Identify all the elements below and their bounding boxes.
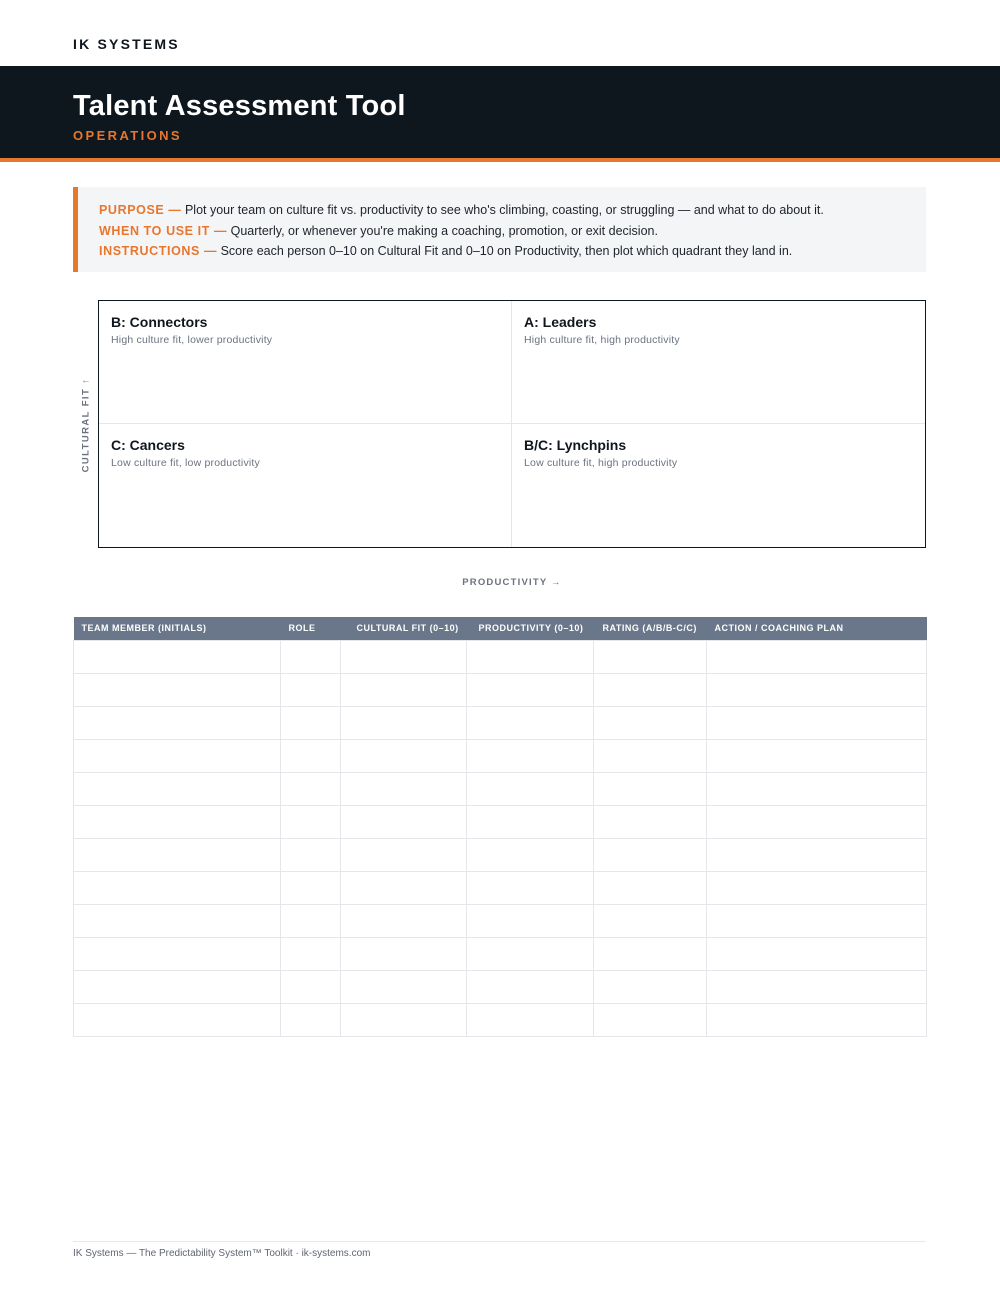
info-box (73, 187, 926, 272)
table-cell[interactable] (341, 673, 467, 706)
quadrant-name: B: Connectors (111, 314, 208, 330)
table-cell[interactable] (281, 937, 341, 970)
footer-text: IK Systems — The Predictability System™ Toolkit · ik-systems.com (73, 1248, 371, 1259)
table-row (74, 739, 927, 772)
table-cell[interactable] (594, 739, 707, 772)
table-cell[interactable] (467, 838, 594, 871)
when-line (99, 221, 926, 242)
table-cell[interactable] (281, 772, 341, 805)
table-cell[interactable] (74, 904, 281, 937)
table-cell[interactable] (707, 970, 927, 1003)
table-cell[interactable] (281, 871, 341, 904)
table-row (74, 871, 927, 904)
quadrant-description: Low culture fit, low productivity (111, 457, 260, 469)
page-title: Talent Assessment Tool (73, 90, 406, 122)
table-cell[interactable] (594, 871, 707, 904)
table-row (74, 706, 927, 739)
table-cell[interactable] (281, 673, 341, 706)
table-cell[interactable] (467, 673, 594, 706)
table-cell[interactable] (341, 1003, 467, 1036)
table-cell[interactable] (594, 640, 707, 673)
table-cell[interactable] (341, 970, 467, 1003)
table-cell[interactable] (467, 640, 594, 673)
table-cell[interactable] (341, 772, 467, 805)
table-cell[interactable] (74, 805, 281, 838)
table-row (74, 640, 927, 673)
column-header-team-member: TEAM MEMBER (INITIALS) (74, 617, 281, 640)
table-header-row (74, 617, 927, 640)
instructions-line (99, 241, 926, 262)
table-cell[interactable] (707, 805, 927, 838)
table-cell[interactable] (341, 904, 467, 937)
column-header-rating: RATING (A/B/B-C/C) (594, 617, 707, 640)
quadrant-name: A: Leaders (524, 314, 597, 330)
table-cell[interactable] (594, 1003, 707, 1036)
brand-name: IK SYSTEMS (73, 36, 180, 52)
table-cell[interactable] (281, 739, 341, 772)
quadrant-connectors[interactable] (99, 301, 512, 424)
table-cell[interactable] (467, 1003, 594, 1036)
table-row (74, 970, 927, 1003)
quadrant-name: B/C: Lynchpins (524, 437, 627, 453)
table-cell[interactable] (707, 772, 927, 805)
table-cell[interactable] (281, 970, 341, 1003)
table-cell[interactable] (341, 871, 467, 904)
table-cell[interactable] (281, 640, 341, 673)
table-cell[interactable] (341, 937, 467, 970)
talent-matrix (98, 300, 926, 548)
quadrant-leaders[interactable] (512, 301, 925, 424)
table-cell[interactable] (594, 805, 707, 838)
table-cell[interactable] (281, 1003, 341, 1036)
table-cell[interactable] (74, 871, 281, 904)
table-cell[interactable] (74, 706, 281, 739)
table-row (74, 838, 927, 871)
table-cell[interactable] (281, 805, 341, 838)
table-cell[interactable] (281, 838, 341, 871)
page-subtitle: OPERATIONS (73, 128, 182, 143)
table-cell[interactable] (467, 871, 594, 904)
table-cell[interactable] (707, 706, 927, 739)
table-cell[interactable] (707, 937, 927, 970)
table-cell[interactable] (74, 673, 281, 706)
purpose-line (99, 200, 926, 221)
table-cell[interactable] (467, 739, 594, 772)
purpose-label: PURPOSE — (99, 203, 182, 217)
table-cell[interactable] (467, 706, 594, 739)
table-cell[interactable] (707, 739, 927, 772)
when-text: Quarterly, or whenever you're making a coaching, promotion, or exit decision. (227, 223, 658, 238)
table-cell[interactable] (341, 706, 467, 739)
table-cell[interactable] (467, 805, 594, 838)
table-row (74, 805, 927, 838)
quadrant-name: C: Cancers (111, 437, 185, 453)
table-cell[interactable] (707, 640, 927, 673)
table-cell[interactable] (74, 772, 281, 805)
table-cell[interactable] (74, 970, 281, 1003)
table-row (74, 673, 927, 706)
when-label: WHEN TO USE IT — (99, 223, 228, 238)
instructions-label: INSTRUCTIONS — (99, 244, 218, 258)
table-cell[interactable] (74, 1003, 281, 1036)
table-cell[interactable] (341, 739, 467, 772)
table-cell[interactable] (707, 871, 927, 904)
table-cell[interactable] (74, 838, 281, 871)
table-cell[interactable] (594, 937, 707, 970)
table-cell[interactable] (594, 838, 707, 871)
quadrant-description: High culture fit, lower productivity (111, 334, 273, 346)
quadrant-lynchpins[interactable] (512, 424, 925, 547)
table-row (74, 937, 927, 970)
instructions-text: Score each person 0–10 on Cultural Fit and 0–10 on Productivity, then plot which quadrant they land in. (217, 244, 793, 258)
table-cell[interactable] (594, 970, 707, 1003)
table-cell[interactable] (594, 904, 707, 937)
quadrant-cancers[interactable] (99, 424, 512, 547)
column-header-cultural-fit: CULTURAL FIT (0–10) (341, 617, 467, 640)
table-cell[interactable] (467, 904, 594, 937)
column-header-role: ROLE (281, 617, 341, 640)
quadrant-description: High culture fit, high productivity (524, 334, 680, 346)
table-cell[interactable] (74, 640, 281, 673)
table-row (74, 904, 927, 937)
x-axis-label: PRODUCTIVITY → (462, 577, 562, 588)
table-cell[interactable] (341, 640, 467, 673)
table-cell[interactable] (707, 1003, 927, 1036)
table-cell[interactable] (467, 772, 594, 805)
table-cell[interactable] (594, 706, 707, 739)
table-cell[interactable] (707, 673, 927, 706)
table-row (74, 772, 927, 805)
table-cell[interactable] (467, 970, 594, 1003)
table-cell[interactable] (467, 937, 594, 970)
table-cell[interactable] (74, 739, 281, 772)
table-body (74, 640, 927, 1036)
y-axis-label: CULTURAL FIT ↑ (80, 377, 92, 473)
footer-divider (73, 1241, 926, 1242)
purpose-text: Plot your team on culture fit vs. productivity to see who's climbing, coasting, or struggling — and what to do about it. (181, 203, 824, 217)
header-banner (0, 66, 1000, 162)
table-cell[interactable] (707, 838, 927, 871)
table-cell[interactable] (594, 673, 707, 706)
column-header-productivity: PRODUCTIVITY (0–10) (467, 617, 594, 640)
table-cell[interactable] (594, 772, 707, 805)
table-cell[interactable] (281, 904, 341, 937)
table-cell[interactable] (74, 937, 281, 970)
assessment-table (73, 617, 927, 1037)
table-cell[interactable] (707, 904, 927, 937)
column-header-action-plan: ACTION / COACHING PLAN (707, 617, 927, 640)
quadrant-description: Low culture fit, high productivity (524, 457, 678, 469)
table-cell[interactable] (341, 805, 467, 838)
table-cell[interactable] (341, 838, 467, 871)
table-cell[interactable] (281, 706, 341, 739)
table-row (74, 1003, 927, 1036)
